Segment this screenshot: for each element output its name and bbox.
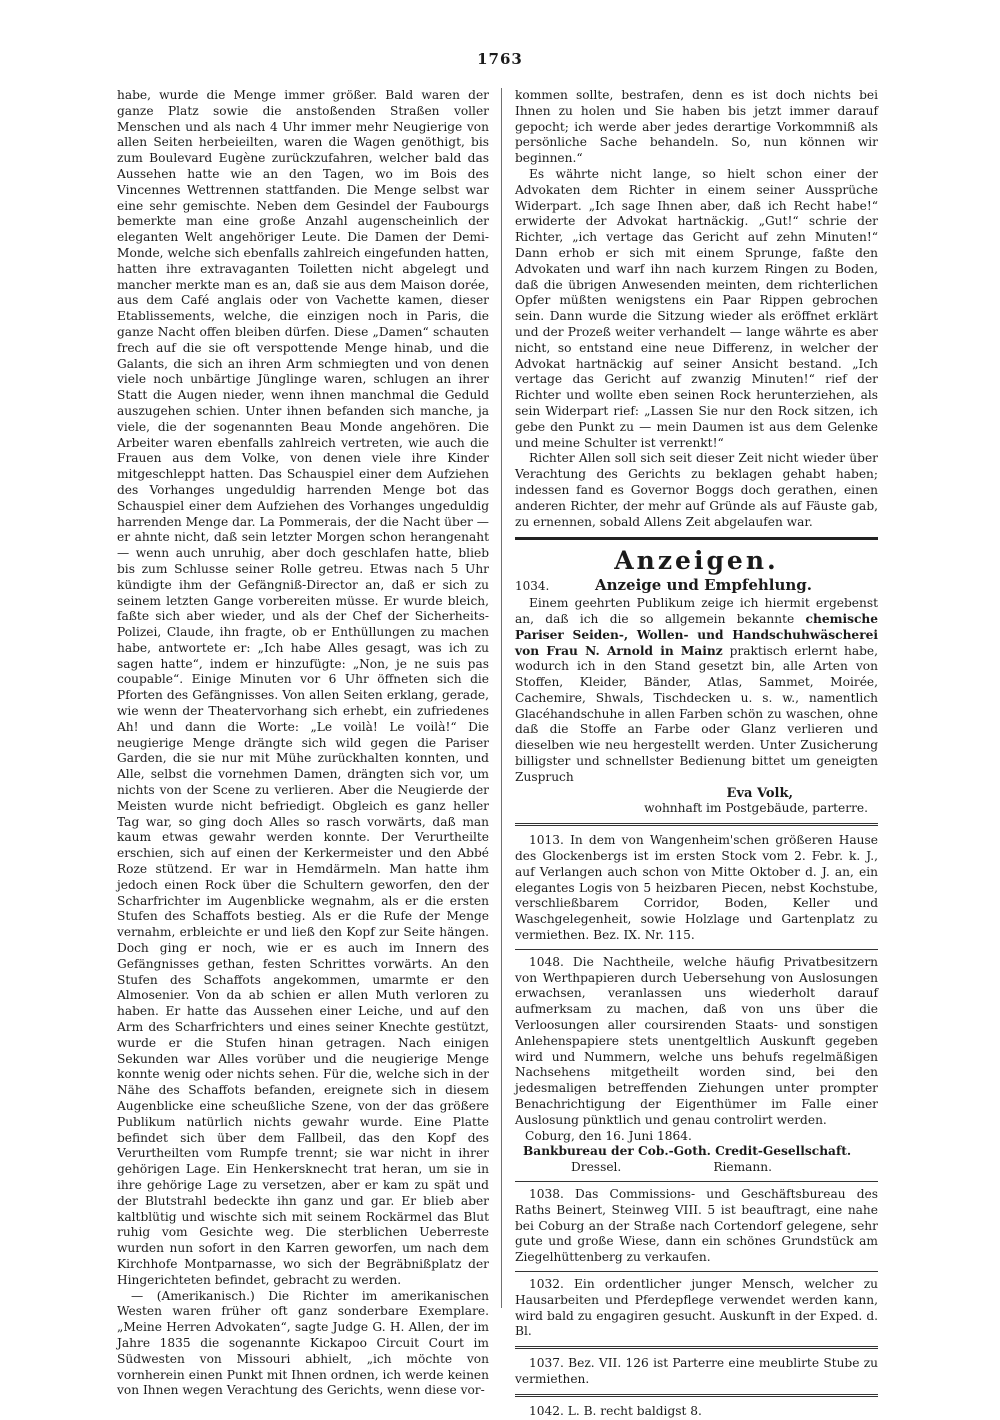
column-divider bbox=[501, 88, 502, 1308]
ad-body: 1048. Die Nachtheile, welche häufig Privatbesitzern von Werthpapieren durch Uebersehung von Auslosungen erwachsen, veranlassen uns wiederholt darauf aufmerksam zu machen, daß von uns über die Verloosungen aller coursirenden Staats- und sonstigen Anlehenspapiere stets unentgeltlich Auskunft gegeben wird und Nummern, welche uns behufs regelmäßigen Nachsehens mitgetheilt worden sind, bei den jedesmaligen betreffenden Ziehungen unter prompter Benachrichtigung der Eigenthümer im Falle einer Auslosung pünktlich und genau controlirt werden. bbox=[515, 954, 878, 1127]
ad-1038: 1038. Das Commissions- und Geschäftsbureau des Raths Beinert, Steinweg VIII. 5 ist beauftragt, eine nahe bei Coburg an der Straße nach Cortendorf gelegene, sehr gute und große Wiese, dann ein schönes Grundstück am Ziegelhüttenberg zu verkaufen. bbox=[515, 1187, 878, 1265]
ad-body: Einem geehrten Publikum zeige ich hiermit ergebenst an, daß ich die so allgemein bekannte bbox=[515, 596, 878, 626]
ad-place-date: Coburg, den 16. Juni 1864. bbox=[525, 1128, 692, 1143]
ad-1034 bbox=[515, 578, 878, 817]
ad-divider bbox=[515, 1181, 878, 1182]
article-paragraph: Es währte nicht lange, so hielt schon einer der Advokaten dem Richter in einem seiner Aussprüche Widerpart. „Ich sage Ihnen aber, daß ich Recht habe!“ erwiderte der Advokat hartnäckig. „Gut!“ schrie der Richter, „ich vertage das Gericht auf zehn Minuten!“ Dann erhob er sich mit einem Sprunge, faßte den Advokaten und warf ihn nach kurzem Ringen zu Boden, daß die übrigen Anwesenden meinten, dem richterlichen Opfer müßten wenigstens ein Paar Rippen gebrochen sein. Dann wurde die Sitzung wieder als eröffnet erklärt und der Prozeß weiter verhandelt — lange währte es aber nicht, so entstand eine neue Differenz, in welcher der Advokat hartnäckig auf seiner Ansicht bestand. „Ich vertage das Gericht auf zwanzig Minuten!“ rief der Richter und wollte eben seinen Rock herunterziehen, als sein Widerpart rief: „Lassen Sie nur den Rock sitzen, ich gebe den Punkt zu — mein Daumen ist aus dem Gelenke und meine Schulter ist verrenkt!“ bbox=[515, 166, 878, 450]
section-rule bbox=[515, 537, 878, 540]
ad-divider bbox=[515, 1346, 878, 1350]
ad-signer: Riemann. bbox=[713, 1160, 772, 1175]
article-paragraph: habe, wurde die Menge immer größer. Bald waren der ganze Platz sowie die anstoßenden Straßen voller Menschen und als nach 4 Uhr immer mehr Neugierige von allen Seiten herbeieilten, waren die Wagen genöthigt, bis zum Boulevard Eugène zurückzufahren, welcher bald das Aussehen hatte wie an den Tagen, wo im Bois des Vincennes Wettrennen stattfanden. Die Menge selbst war eine sehr gemischte. Neben dem Gesindel der Faubourgs bemerkte man eine große Anzahl augenscheinlich der eleganten Welt angehöriger Leute. Die Damen der Demi-Monde, welche sich ebenfalls zahlreich eingefunden hatten, hatten ihre extravaganten Toiletten nicht abgelegt und mancher merkte man es an, daß sie aus dem Maison dorée, aus dem Café anglais oder von Vachette kamen, dieser Etablissements, welche, die einzigen noch in Paris, die ganze Nacht offen bleiben dürfen. Diese „Damen“ schauten frech auf die sie oft verspottende Menge hinab, und die Galants, die sich an ihren Arm schmiegten und von denen viele noch unbärtige Jünglinge waren, schlugen an ihrer Statt die Augen nieder, wenn ihnen manchmal die Geduld auszugehen schien. Unter ihnen befanden sich manche, ja viele, die der sogenannten Beau Monde angehören. Die Arbeiter waren ebenfalls zahlreich vertreten, wie auch die Frauen aus dem Volke, von denen viele ihre Kinder mitgeschleppt hatten. Das Schauspiel einer dem Aufziehen des Vorhanges ungeduldig harrenden Menge bot das Schauspiel einer dem Aufziehen des Vorhanges ungeduldig harrenden Menge dar. La Pommerais, der die Nacht über — er ahnte nicht, daß sein letzter Morgen schon herangenaht — wenn auch unruhig, aber doch geschlafen hatte, blieb bis zum Schlusse seiner Rolle getreu. Etwas nach 5 Uhr kündigte ihm der Gefängniß-Director an, daß er sich zu seinem letzten Gange vorbereiten müsse. Er wurde bleich, faßte sich aber wieder, und als der Chef der Sicherheits-Polizei, Claude, ihn fragte, ob er Enthüllungen zu machen habe, antwortete er: „Ich habe Alles gesagt, was ich zu sagen hatte“, indem er hinzufügte: „Non, je ne suis pas coupable“. Einige Minuten vor 6 Uhr öffneten sich die Pforten des Gefängnisses. Von allen Seiten erklang, gerade, wie wenn der Theatervorhang sich erhebt, ein zufriedenes Ah! und dann die Worte: „Le voilà! Le voilà!“ Die neugierige Menge drängte sich wild gegen die Pariser Garden, die sie nur mit Mühe zurückhalten konnten, und Alle, selbst die vornehmen Damen, drängten sich vor, um nichts von der Scene zu verlieren. Aber die Neugierde der Meisten wurde nicht befriedigt. Obgleich es ganz heller Tag war, so ging doch Alles so rasch vorwärts, daß man kaum etwas gewahr werden konnte. Der Verurtheilte erschien, sich auf einen der Kerkermeister und den Abbé Roze stützend. Er war in Hemdärmeln. Man hatte ihm jedoch einen Rock über die Schultern geworfen, den der Scharfrichter im Augenblicke wegnahm, als er die ersten Stufen des Schaffots bestieg. Als er die Rufe der Menge vernahm, erbleichte er und ließ den Kopf zur Seite hängen. Doch ging er noch, wie er es auch im Innern des Gefängnisses gethan, festen Schrittes vorwärts. An den Stufen des Schaffots angekommen, umarmte er den Almosenier. Von da ab schien er allen Muth verloren zu haben. Er hatte das Aussehen einer Leiche, und auf den Arm des Scharfrichters und eines seiner Knechte gestützt, wurde er die Stufen hinan getragen. Nach einigen Sekunden war Alles vorüber und die neugierige Menge konnte wenig oder nichts sehen. Für die, welche sich in der Nähe des Schaffots befanden, ereignete sich in diesem Augenblicke eine scheußliche Szene, von der das größere Publikum natürlich nichts gewahr wurde. Eine Platte befindet sich über dem Fallbeil, das den Kopf des Verurtheilten vom Rumpfe trennt; sie war nicht in ihrer gehörigen Lage. Ein Henkersknecht trat heran, um sie in ihre gehörige Lage zu versetzen, aber er kam zu spät und der Blutstrahl bedeckte ihn ganz und gar. Er blieb aber kaltblütig und wischte sich mit seinem Rockärmel das Blut ruhig vom Gesichte weg. Die sterblichen Ueberreste wurden nun sofort in den Karren geworfen, um nach dem Kirchhofe Montparnasse, wo sich der Begräbnißplatz der Hingerichteten befindet, gebracht zu werden. bbox=[117, 88, 489, 1287]
ad-divider bbox=[515, 1271, 878, 1272]
section-heading: Anzeigen. bbox=[614, 546, 779, 576]
article-paragraph: Richter Allen soll sich seit dieser Zeit nicht wieder über Verachtung des Gerichts zu beklagen gehabt haben; indessen fand es Governor Boggs doch gerathen, einen anderen Richter, der mehr auf Gründe als auf Fäuste gab, zu ernennen, sobald Allens Zeit abgelaufen war. bbox=[515, 451, 878, 529]
ad-divider bbox=[515, 949, 878, 950]
ad-1042: 1042. L. B. recht baldigst 8. bbox=[529, 1403, 702, 1418]
ad-1032: 1032. Ein ordentlicher junger Mensch, welcher zu Hausarbeiten und Pferdepflege verwendet werden kann, wird bald zu engagiren gesucht. Auskunft in der Exped. d. Bl. bbox=[515, 1276, 878, 1339]
ad-1048 bbox=[515, 955, 878, 1176]
ad-signature: Eva Volk, bbox=[726, 785, 793, 801]
ad-title: Anzeige und Empfehlung. bbox=[595, 576, 812, 595]
ad-company: Bankbureau der Cob.-Goth. Credit-Gesellschaft. bbox=[523, 1144, 852, 1159]
right-column bbox=[515, 88, 878, 1420]
ad-body-emphasis: chemische Pariser Seiden-, Wollen- und Handschuhwäscherei von Frau N. Arnold in Mainz bbox=[515, 611, 878, 658]
article-paragraph: — (Amerikanisch.) Die Richter im amerikanischen Westen waren früher oft ganz sonderbare Exemplare. „Meine Herren Advokaten“, sagte Judge G. H. Allen, der im Jahre 1835 die sogenannte Kickapoo Circuit Court im Südwesten von Missouri abhielt, „ich möchte von vornherein einen Punkt mit Ihnen ordnen, ich werde keinen von Ihnen wegen Verachtung des Gerichts, wenn diese vor- bbox=[117, 1288, 489, 1398]
ad-body: praktisch erlernt habe, wodurch ich in den Stand gesetzt bin, alle Arten von Stoffen, Kleider, Bänder, Atlas, Sammet, Moirée, Cachemire, Shwals, Tischdecken u. s. w., namentlich Glacéhandschuhe in allen Farben schön zu waschen, ohne daß die Stoffe an Farbe oder Glanz verlieren und dieselben wie neu hergestellt werden. Unter Zusicherung billigster und schnellster Bedienung bittet um geneigten Zuspruch bbox=[515, 643, 878, 784]
ad-divider bbox=[515, 1394, 878, 1398]
article-paragraph: kommen sollte, bestrafen, denn es ist doch nichts bei Ihnen zu holen und Sie haben bis jetzt immer darauf gepocht; ich werde aber jedes derartige Vorkommniß als persönliche Sache behandeln. So, nun können wir beginnen.“ bbox=[515, 88, 878, 166]
ad-1037: 1037. Bez. VII. 126 ist Parterre eine meublirte Stube zu vermiethen. bbox=[515, 1356, 878, 1386]
ad-divider bbox=[515, 823, 878, 827]
left-column bbox=[117, 88, 489, 1399]
ad-signer: Dressel. bbox=[571, 1160, 622, 1175]
ad-number: 1034. bbox=[515, 579, 550, 594]
page-number: 1763 bbox=[477, 50, 523, 68]
ad-address: wohnhaft im Postgebäude, parterre. bbox=[644, 801, 868, 816]
ad-1013: 1013. In dem von Wangenheim'schen größeren Hause des Glockenbergs ist im ersten Stock vom 2. Febr. k. J., auf Verlangen auch schon von Mitte Oktober d. J. an, ein elegantes Logis von 5 heizbaren Piecen, nebst Kochstube, verschließbarem Corridor, Boden, Keller und Waschgelegenheit, sowie Holzlage und Gartenplatz zu vermiethen. Bez. IX. Nr. 115. bbox=[515, 833, 878, 943]
